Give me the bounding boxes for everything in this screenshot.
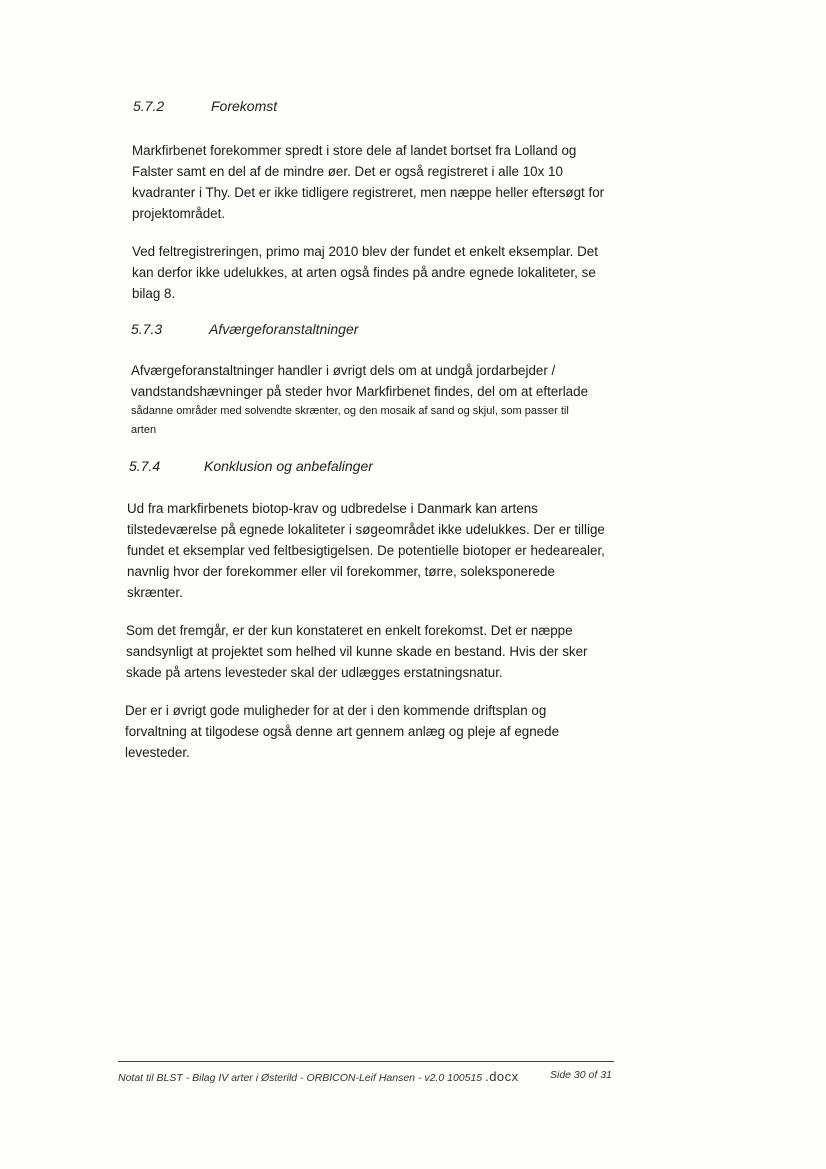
text-line: Markfirbenet forekommer spredt i store dele af landet bortset fra Lolland og: [132, 143, 577, 158]
section-heading-5-7-3: [131, 321, 358, 337]
paragraph: [131, 360, 631, 440]
paragraph: [132, 241, 632, 304]
text-line: projektområdet.: [132, 206, 226, 221]
page-number: Side 30 of 31: [550, 1069, 612, 1081]
footer-divider: [118, 1061, 614, 1062]
section-title: Afværgeforanstaltninger: [209, 321, 359, 337]
text-line: Falster samt en del af de mindre øer. Det er også registreret i alle 10x 10: [132, 164, 563, 179]
text-line: Ud fra markfirbenets biotop-krav og udbredelse i Danmark kan artens: [127, 501, 538, 516]
text-line: navnlig hvor der forekommer eller vil forekommer, tørre, soleksponerede: [127, 564, 555, 579]
text-line: Som det fremgår, er der kun konstateret en enkelt forekomst. Det er næppe: [126, 623, 573, 638]
text-line: arten: [131, 424, 157, 436]
text-line: bilag 8.: [132, 286, 176, 301]
section-title: Konklusion og anbefalinger: [204, 458, 373, 474]
paragraph: [132, 140, 632, 224]
section-number: 5.7.4: [129, 458, 161, 474]
text-line: vandstandshævninger på steder hvor Markfirbenet findes, del om at efterlade: [131, 384, 589, 399]
text-line: Ved feltregistreringen, primo maj 2010 blev der fundet et enkelt eksemplar. Det: [132, 244, 598, 259]
text-line: sådanne områder med solvendte skrænter, og den mosaik af sand og skjul, som passer til: [131, 405, 569, 417]
text-line: Der er i øvrigt gode muligheder for at der i den kommende driftsplan og: [125, 703, 547, 718]
text-line: Afværgeforanstaltninger handler i øvrigt dels om at undgå jordarbejder /: [131, 363, 556, 378]
footer-text: Notat til BLST - Bilag IV arter i Østerild - ORBICON-Leif Hansen - v2.0 100515: [118, 1072, 483, 1084]
section-title: Forekomst: [211, 98, 278, 114]
section-number: 5.7.3: [131, 321, 163, 337]
section-heading-5-7-2: [133, 98, 277, 114]
text-line: skade på artens levesteder skal der udlægges erstatningsnatur.: [126, 665, 503, 680]
text-line: kvadranter i Thy. Det er ikke tidligere registreret, men næppe heller eftersøgt for: [132, 185, 605, 200]
page-footer: [118, 1069, 618, 1084]
text-line: kan derfor ikke udelukkes, at arten også findes på andre egnede lokaliteter, se: [132, 265, 596, 280]
section-number: 5.7.2: [133, 98, 165, 114]
text-line: skrænter.: [127, 585, 183, 600]
text-line: tilstedeværelse på egnede lokaliteter i søgeområdet ikke udelukkes. Der er tillige: [127, 522, 605, 537]
paragraph: [125, 700, 625, 763]
section-heading-5-7-4: [129, 458, 373, 474]
text-line: fundet et eksemplar ved feltbesigtigelsen. De potentielle biotoper er hedearealer,: [127, 543, 605, 558]
paragraph: [126, 620, 626, 683]
footer-file-extension: .docx: [485, 1069, 519, 1084]
paragraph: [127, 498, 627, 603]
text-line: sandsynligt at projektet som helhed vil kunne skade en bestand. Hvis der sker: [126, 644, 588, 659]
text-line: forvaltning at tilgodese også denne art gennem anlæg og pleje af egnede: [125, 724, 560, 739]
text-line: levesteder.: [125, 745, 190, 760]
